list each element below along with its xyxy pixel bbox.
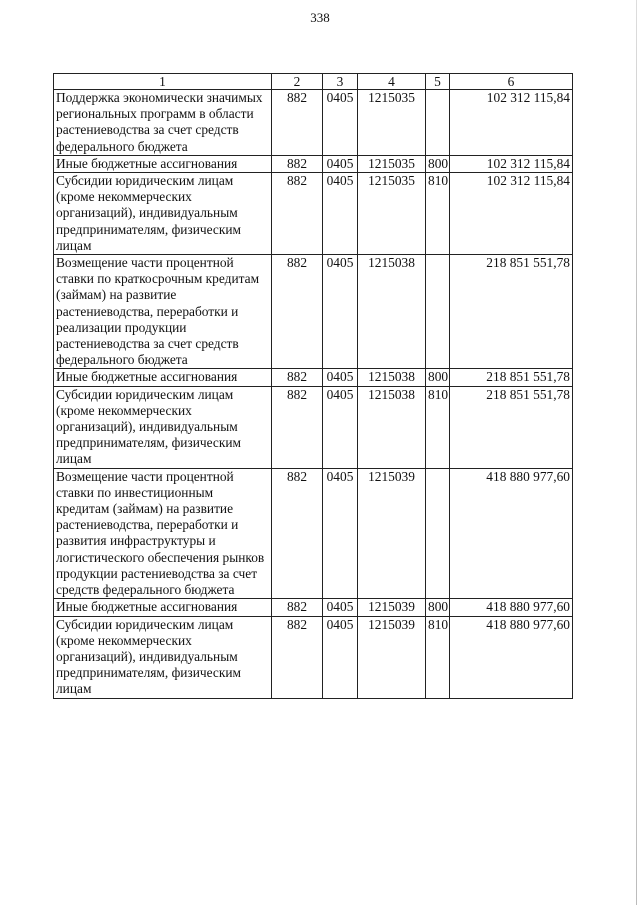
row-code-target: 1215038 [358,255,426,369]
column-header: 3 [323,74,358,90]
table-row [54,155,573,172]
row-code-ministry: 882 [272,599,323,616]
row-code-section: 0405 [323,90,358,156]
row-name: Иные бюджетные ассигнования [54,599,272,616]
table-header-row [54,74,573,90]
row-name: Возмещение части процентной ставки по краткосрочным кредитам (займам) на развитие растениеводства, переработки и реализации продукции растениеводства за счет средств федерального бюджета [54,255,272,369]
row-code-ministry: 882 [272,386,323,468]
row-code-target: 1215035 [358,155,426,172]
row-amount: 102 312 115,84 [450,155,573,172]
row-code-section: 0405 [323,386,358,468]
table-row [54,599,573,616]
row-code-type [426,468,450,599]
row-code-target: 1215039 [358,468,426,599]
row-code-target: 1215039 [358,616,426,698]
scan-edge-line [636,0,637,905]
row-code-type: 800 [426,369,450,386]
row-code-type [426,90,450,156]
column-header: 5 [426,74,450,90]
row-code-section: 0405 [323,468,358,599]
row-code-target: 1215039 [358,599,426,616]
column-header: 4 [358,74,426,90]
row-code-ministry: 882 [272,616,323,698]
table-row [54,90,573,156]
row-amount: 102 312 115,84 [450,173,573,255]
row-amount: 218 851 551,78 [450,369,573,386]
table-row [54,255,573,369]
row-code-target: 1215035 [358,173,426,255]
row-code-ministry: 882 [272,173,323,255]
row-code-section: 0405 [323,616,358,698]
row-code-type: 800 [426,155,450,172]
row-code-target: 1215038 [358,386,426,468]
row-name: Субсидии юридическим лицам (кроме некоммерческих организаций), индивидуальным предпринимателям, физическим лицам [54,616,272,698]
table-row [54,468,573,599]
row-code-type: 800 [426,599,450,616]
row-amount: 418 880 977,60 [450,468,573,599]
row-amount: 418 880 977,60 [450,616,573,698]
row-name: Иные бюджетные ассигнования [54,155,272,172]
row-name: Иные бюджетные ассигнования [54,369,272,386]
row-code-section: 0405 [323,173,358,255]
table-row [54,386,573,468]
row-code-section: 0405 [323,255,358,369]
row-code-section: 0405 [323,369,358,386]
row-code-type: 810 [426,173,450,255]
row-code-type [426,255,450,369]
column-header: 6 [450,74,573,90]
table-row [54,173,573,255]
column-header: 1 [54,74,272,90]
row-name: Возмещение части процентной ставки по инвестиционным кредитам (займам) на развитие растениеводства, переработки и развития инфраструктуры и логистического обеспечения рынков продукции растениеводства за счет средств федерального бюджета [54,468,272,599]
row-code-section: 0405 [323,155,358,172]
row-amount: 218 851 551,78 [450,255,573,369]
row-amount: 418 880 977,60 [450,599,573,616]
row-name: Субсидии юридическим лицам (кроме некоммерческих организаций), индивидуальным предпринимателям, физическим лицам [54,386,272,468]
column-header: 2 [272,74,323,90]
row-code-ministry: 882 [272,90,323,156]
row-code-type: 810 [426,616,450,698]
row-name: Поддержка экономически значимых региональных программ в области растениеводства за счет средств федерального бюджета [54,90,272,156]
row-code-target: 1215038 [358,369,426,386]
row-name: Субсидии юридическим лицам (кроме некоммерческих организаций), индивидуальным предпринимателям, физическим лицам [54,173,272,255]
table-row [54,616,573,698]
page-number: 338 [310,10,330,25]
row-code-ministry: 882 [272,155,323,172]
row-amount: 218 851 551,78 [450,386,573,468]
row-code-ministry: 882 [272,369,323,386]
table-row [54,369,573,386]
row-code-section: 0405 [323,599,358,616]
row-code-ministry: 882 [272,255,323,369]
row-code-type: 810 [426,386,450,468]
row-code-target: 1215035 [358,90,426,156]
row-amount: 102 312 115,84 [450,90,573,156]
row-code-ministry: 882 [272,468,323,599]
budget-table [53,73,573,699]
